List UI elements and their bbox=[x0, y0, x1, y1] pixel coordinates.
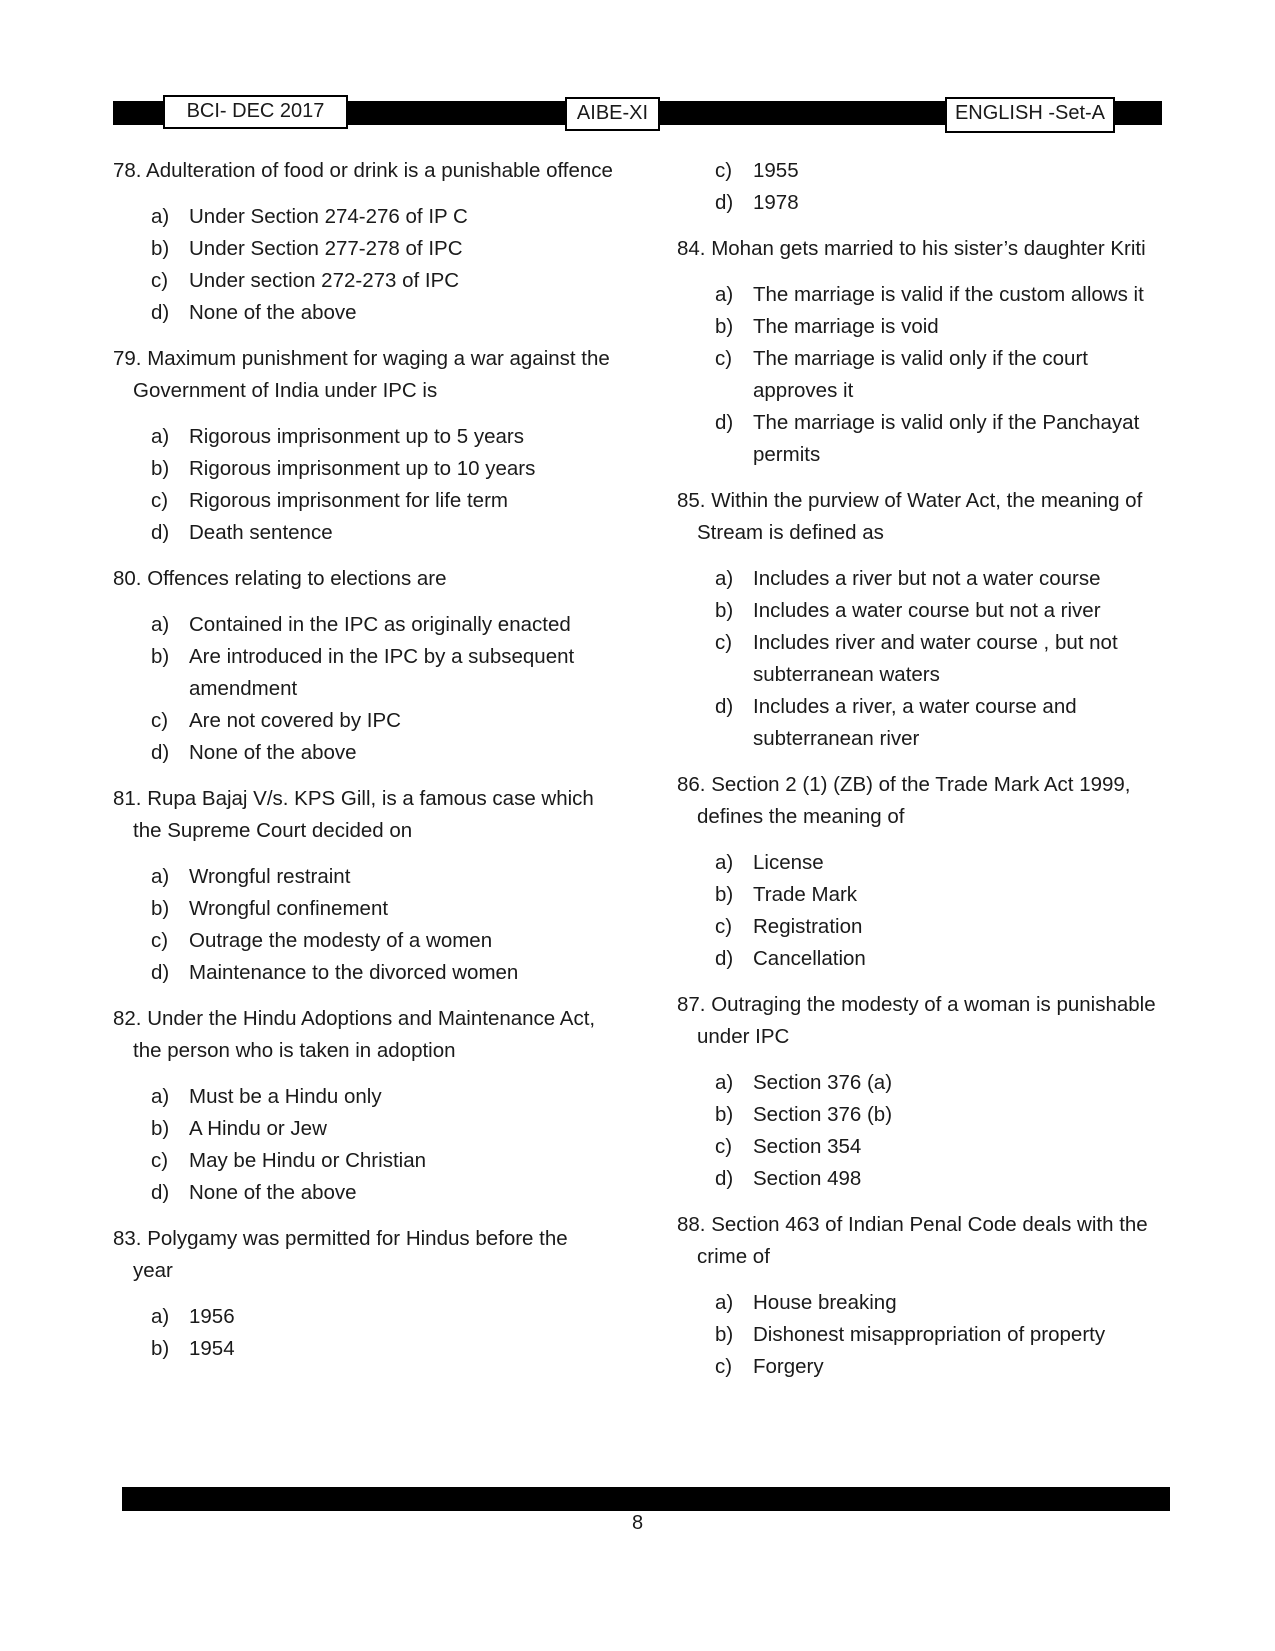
answer-option bbox=[715, 1131, 1177, 1163]
continued-options bbox=[677, 155, 1177, 219]
option-label: d) bbox=[151, 961, 170, 984]
option-label: b) bbox=[715, 599, 734, 622]
option-label: c) bbox=[151, 489, 169, 512]
option-text: The marriage is void bbox=[753, 315, 939, 338]
option-label: c) bbox=[151, 929, 169, 952]
option-text: Under Section 277-278 of IPC bbox=[189, 237, 463, 260]
option-label: d) bbox=[715, 191, 734, 214]
option-label: b) bbox=[715, 883, 734, 906]
option-text: None of the above bbox=[189, 1181, 357, 1204]
question bbox=[113, 1223, 613, 1365]
option-text: Trade Mark bbox=[753, 883, 858, 906]
question-stem: 78. Adulteration of food or drink is a punishable offence bbox=[113, 159, 613, 182]
left-column bbox=[113, 155, 613, 1379]
option-text: Includes a river, a water course and subterranean river bbox=[753, 695, 1077, 750]
answer-option bbox=[151, 861, 613, 893]
question bbox=[677, 989, 1177, 1195]
question-stem: 84. Mohan gets married to his sister’s daughter Kriti bbox=[677, 237, 1146, 260]
answer-option bbox=[151, 1145, 613, 1177]
answer-option bbox=[151, 265, 613, 297]
question-stem: 86. Section 2 (1) (ZB) of the Trade Mark Act 1999, defines the meaning of bbox=[677, 773, 1131, 828]
answer-option bbox=[151, 737, 613, 769]
option-text: None of the above bbox=[189, 301, 357, 324]
option-label: c) bbox=[151, 1149, 169, 1172]
option-label: b) bbox=[151, 897, 170, 920]
header-exam-label: BCI- DEC 2017 bbox=[163, 95, 348, 129]
question-stem: 88. Section 463 of Indian Penal Code deals with the crime of bbox=[677, 1213, 1148, 1268]
question-stem: 80. Offences relating to elections are bbox=[113, 567, 447, 590]
option-label: d) bbox=[151, 301, 170, 324]
option-label: c) bbox=[715, 159, 733, 182]
option-label: b) bbox=[715, 315, 734, 338]
answer-option bbox=[151, 641, 613, 705]
answer-option bbox=[715, 1287, 1177, 1319]
option-text: Dishonest misappropriation of property bbox=[753, 1323, 1106, 1346]
option-text: Under section 272-273 of IPC bbox=[189, 269, 460, 292]
footer-bar bbox=[122, 1487, 1170, 1511]
options-list bbox=[677, 563, 1177, 755]
option-label: a) bbox=[715, 851, 734, 874]
answer-option bbox=[715, 1067, 1177, 1099]
option-text: Must be a Hindu only bbox=[189, 1085, 382, 1108]
option-label: d) bbox=[715, 947, 734, 970]
option-label: d) bbox=[715, 1167, 734, 1190]
options-list bbox=[113, 201, 613, 329]
option-text: None of the above bbox=[189, 741, 357, 764]
answer-option bbox=[151, 609, 613, 641]
option-text: The marriage is valid if the custom allows it bbox=[753, 283, 1144, 306]
option-label: b) bbox=[151, 237, 170, 260]
answer-option bbox=[715, 691, 1177, 755]
question-stem: 87. Outraging the modesty of a woman is punishable under IPC bbox=[677, 993, 1156, 1048]
options-list bbox=[677, 847, 1177, 975]
option-label: b) bbox=[151, 457, 170, 480]
option-label: c) bbox=[151, 269, 169, 292]
option-label: d) bbox=[715, 695, 734, 718]
option-label: b) bbox=[715, 1103, 734, 1126]
option-text: May be Hindu or Christian bbox=[189, 1149, 426, 1172]
answer-option bbox=[715, 1099, 1177, 1131]
question bbox=[113, 783, 613, 989]
answer-option bbox=[151, 1081, 613, 1113]
option-text: Includes river and water course , but not subterranean waters bbox=[753, 631, 1118, 686]
option-label: d) bbox=[151, 741, 170, 764]
option-label: c) bbox=[715, 1355, 733, 1378]
option-label: a) bbox=[715, 283, 734, 306]
option-label: c) bbox=[715, 915, 733, 938]
option-text: 1954 bbox=[189, 1337, 235, 1360]
question-stem: 83. Polygamy was permitted for Hindus before the year bbox=[113, 1227, 568, 1282]
option-label: a) bbox=[715, 1291, 734, 1314]
question bbox=[113, 563, 613, 769]
option-text: Forgery bbox=[753, 1355, 824, 1378]
option-label: a) bbox=[151, 613, 170, 636]
answer-option bbox=[715, 879, 1177, 911]
options-list bbox=[677, 1067, 1177, 1195]
answer-option bbox=[715, 187, 1177, 219]
answer-option bbox=[715, 311, 1177, 343]
question bbox=[113, 343, 613, 549]
option-text: Section 354 bbox=[753, 1135, 862, 1158]
answer-option bbox=[151, 517, 613, 549]
header-exam-code: AIBE-XI bbox=[565, 97, 660, 131]
option-text: 1955 bbox=[753, 159, 799, 182]
page-number: 8 bbox=[631, 1512, 644, 1534]
answer-option bbox=[151, 453, 613, 485]
answer-option bbox=[151, 233, 613, 265]
option-label: a) bbox=[715, 567, 734, 590]
question-stem: 82. Under the Hindu Adoptions and Maintenance Act, the person who is taken in adoption bbox=[113, 1007, 596, 1062]
answer-option bbox=[151, 893, 613, 925]
answer-option bbox=[151, 421, 613, 453]
option-label: a) bbox=[151, 425, 170, 448]
options-list bbox=[113, 861, 613, 989]
options-list bbox=[677, 1287, 1177, 1383]
option-text: A Hindu or Jew bbox=[189, 1117, 327, 1140]
option-text: 1956 bbox=[189, 1305, 235, 1328]
option-text: Wrongful restraint bbox=[189, 865, 351, 888]
option-text: Section 376 (a) bbox=[753, 1071, 893, 1094]
option-label: a) bbox=[151, 1085, 170, 1108]
question bbox=[677, 233, 1177, 471]
option-label: a) bbox=[151, 205, 170, 228]
option-label: c) bbox=[715, 1135, 733, 1158]
options-list bbox=[113, 609, 613, 769]
answer-option bbox=[715, 847, 1177, 879]
answer-option bbox=[715, 1319, 1177, 1351]
option-text: Rigorous imprisonment up to 10 years bbox=[189, 457, 536, 480]
option-text: Rigorous imprisonment for life term bbox=[189, 489, 508, 512]
question-stem: 79. Maximum punishment for waging a war against the Government of India under IPC is bbox=[113, 347, 610, 402]
option-label: c) bbox=[715, 347, 733, 370]
answer-option bbox=[151, 485, 613, 517]
option-label: c) bbox=[151, 709, 169, 732]
option-label: a) bbox=[715, 1071, 734, 1094]
option-text: Includes a water course but not a river bbox=[753, 599, 1101, 622]
option-label: b) bbox=[715, 1323, 734, 1346]
option-text: House breaking bbox=[753, 1291, 897, 1314]
answer-option bbox=[151, 705, 613, 737]
option-label: b) bbox=[151, 1337, 170, 1360]
option-text: Section 498 bbox=[753, 1167, 862, 1190]
header-set-label: ENGLISH -Set-A bbox=[945, 97, 1115, 133]
question bbox=[113, 1003, 613, 1209]
answer-option bbox=[151, 1333, 613, 1365]
answer-option bbox=[151, 297, 613, 329]
answer-option bbox=[715, 407, 1177, 471]
answer-option bbox=[151, 957, 613, 989]
answer-option bbox=[715, 1351, 1177, 1383]
option-text: Includes a river but not a water course bbox=[753, 567, 1101, 590]
question-stem: 81. Rupa Bajaj V/s. KPS Gill, is a famous case which the Supreme Court decided on bbox=[113, 787, 594, 842]
answer-option bbox=[715, 911, 1177, 943]
option-text: Outrage the modesty of a women bbox=[189, 929, 493, 952]
question bbox=[677, 1209, 1177, 1383]
answer-option bbox=[715, 155, 1177, 187]
answer-option bbox=[715, 563, 1177, 595]
option-text: The marriage is valid only if the court approves it bbox=[753, 347, 1088, 402]
option-label: b) bbox=[151, 645, 170, 668]
option-label: d) bbox=[715, 411, 734, 434]
option-text: Section 376 (b) bbox=[753, 1103, 893, 1126]
options-list bbox=[113, 1081, 613, 1209]
option-text: Wrongful confinement bbox=[189, 897, 389, 920]
option-label: c) bbox=[715, 631, 733, 654]
option-label: a) bbox=[151, 1305, 170, 1328]
answer-option bbox=[715, 595, 1177, 627]
option-text: Cancellation bbox=[753, 947, 866, 970]
answer-option bbox=[715, 943, 1177, 975]
option-text: The marriage is valid only if the Panchayat permits bbox=[753, 411, 1140, 466]
option-text: Under Section 274-276 of IP C bbox=[189, 205, 468, 228]
option-label: d) bbox=[151, 1181, 170, 1204]
option-text: Death sentence bbox=[189, 521, 333, 544]
option-text: Registration bbox=[753, 915, 863, 938]
answer-option bbox=[715, 279, 1177, 311]
answer-option bbox=[715, 343, 1177, 407]
question bbox=[677, 485, 1177, 755]
option-label: b) bbox=[151, 1117, 170, 1140]
option-text: Contained in the IPC as originally enacted bbox=[189, 613, 571, 636]
question bbox=[677, 769, 1177, 975]
option-text: Are not covered by IPC bbox=[189, 709, 401, 732]
option-text: License bbox=[753, 851, 824, 874]
answer-option bbox=[151, 201, 613, 233]
option-label: d) bbox=[151, 521, 170, 544]
option-text: Are introduced in the IPC by a subsequent amendment bbox=[189, 645, 575, 700]
options-list bbox=[113, 421, 613, 549]
option-text: Rigorous imprisonment up to 5 years bbox=[189, 425, 524, 448]
answer-option bbox=[151, 1113, 613, 1145]
option-text: Maintenance to the divorced women bbox=[189, 961, 519, 984]
option-text: 1978 bbox=[753, 191, 799, 214]
answer-option bbox=[715, 627, 1177, 691]
question-stem: 85. Within the purview of Water Act, the meaning of Stream is defined as bbox=[677, 489, 1143, 544]
right-column bbox=[677, 155, 1177, 1397]
question bbox=[113, 155, 613, 329]
answer-option bbox=[151, 1177, 613, 1209]
options-list bbox=[113, 1301, 613, 1365]
option-label: a) bbox=[151, 865, 170, 888]
answer-option bbox=[151, 925, 613, 957]
options-list bbox=[677, 279, 1177, 471]
answer-option bbox=[151, 1301, 613, 1333]
answer-option bbox=[715, 1163, 1177, 1195]
